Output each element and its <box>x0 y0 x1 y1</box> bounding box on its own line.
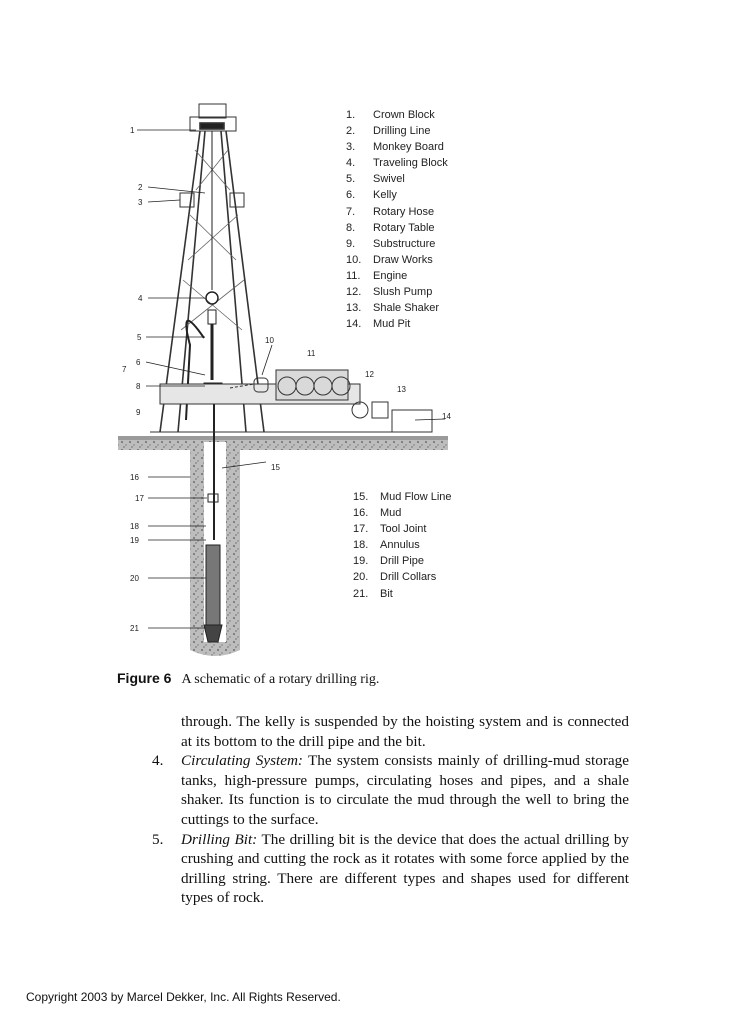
legend-label: Mud <box>380 507 402 520</box>
legend-number: 10. <box>346 253 362 266</box>
legend-label: Mud Pit <box>373 318 411 331</box>
callout-21: 21 <box>130 624 139 633</box>
legend-item <box>353 505 452 521</box>
legend-label: Rotary Table <box>373 221 435 234</box>
callout-1: 1 <box>130 126 135 135</box>
callout-19: 19 <box>130 536 139 545</box>
legend-number: 3. <box>346 141 356 154</box>
legend-number: 6. <box>346 189 356 202</box>
legend-number: 19. <box>353 555 369 568</box>
legend-number: 17. <box>353 523 369 536</box>
legend-number: 13. <box>346 302 362 315</box>
legend-item <box>346 171 448 187</box>
legend-item <box>346 252 448 268</box>
legend-number: 15. <box>353 491 369 503</box>
legend-label: Rotary Hose <box>373 205 435 218</box>
legend-number: 18. <box>353 539 369 552</box>
callout-4: 4 <box>138 294 143 303</box>
callout-14: 14 <box>442 412 451 421</box>
legend-item <box>353 586 452 602</box>
legend-number: 9. <box>346 237 356 250</box>
legend-number: 16. <box>353 507 369 520</box>
legend-number: 11. <box>346 269 361 282</box>
intro-paragraph: through. The kelly is suspended by the hoisting system and is connected at its bottom to the drill pipe and the bit. <box>181 713 629 750</box>
legend-label: Drill Collars <box>380 571 437 584</box>
legend-label: Crown Block <box>373 109 435 121</box>
legend-bottom <box>353 489 452 602</box>
callout-20: 20 <box>130 574 139 583</box>
legend-number: 12. <box>346 286 362 299</box>
legend-item <box>346 123 448 139</box>
legend-label: Annulus <box>380 539 420 552</box>
callout-13: 13 <box>397 385 406 394</box>
legend-label: Engine <box>373 269 408 282</box>
legend-top <box>346 107 448 332</box>
legend-item <box>346 316 448 332</box>
legend-item <box>346 300 448 316</box>
legend-item <box>346 139 448 155</box>
legend-label: Mud Flow Line <box>380 491 452 503</box>
legend-item <box>346 236 448 252</box>
callout-18: 18 <box>130 522 139 531</box>
callout-16: 16 <box>130 473 139 482</box>
legend-item <box>353 489 452 505</box>
legend-label: Shale Shaker <box>373 302 440 315</box>
legend-label: Slush Pump <box>373 286 433 299</box>
figure-label: Figure 6 <box>117 670 172 686</box>
callout-9: 9 <box>136 408 141 417</box>
item-title: Circulating System: <box>181 752 303 770</box>
legend-label: Bit <box>380 587 393 600</box>
callout-10: 10 <box>265 336 274 345</box>
legend-label: Drill Pipe <box>380 555 425 568</box>
item-text: The system consists mainly of drilling-mud storage tanks, high-pressure pumps, circulating hoses and pipes, and a shale shaker. Its function is to circulate the mud through the well to bring the cuttings to the surface. <box>181 752 630 828</box>
legend-item <box>346 284 448 300</box>
legend-number: 1. <box>346 109 356 121</box>
legend-item <box>346 107 448 123</box>
callout-8: 8 <box>136 382 141 391</box>
legend-item <box>346 155 448 171</box>
legend-label: Swivel <box>373 173 405 186</box>
copyright-notice: Copyright 2003 by Marcel Dekker, Inc. All Rights Reserved. <box>26 990 341 1004</box>
surface-equipment <box>150 370 432 432</box>
callout-2: 2 <box>138 183 143 192</box>
legend-item <box>353 569 452 585</box>
legend-label: Traveling Block <box>373 157 448 170</box>
callout-12: 12 <box>365 370 374 379</box>
legend-label: Substructure <box>373 237 436 250</box>
legend-label: Draw Works <box>373 253 433 266</box>
legend-label: Tool Joint <box>380 523 427 536</box>
list-number: 4. <box>152 752 164 770</box>
legend-number: 20. <box>353 571 369 584</box>
list-item <box>152 830 630 908</box>
legend-number: 7. <box>346 205 356 218</box>
legend-number: 4. <box>346 157 356 170</box>
legend-number: 2. <box>346 125 356 138</box>
legend-number: 21. <box>353 587 369 600</box>
legend-number: 5. <box>346 173 356 186</box>
legend-item <box>353 521 452 537</box>
legend-label: Drilling Line <box>373 125 431 138</box>
legend-item <box>346 268 448 284</box>
list-number: 5. <box>152 830 164 848</box>
callout-3: 3 <box>138 198 143 207</box>
callout-17: 17 <box>135 494 144 503</box>
callout-15: 15 <box>271 463 280 472</box>
callout-6: 6 <box>136 358 141 367</box>
caption-text: A schematic of a rotary drilling rig. <box>181 672 380 687</box>
legend-item <box>353 537 452 553</box>
legend-number: 14. <box>346 318 362 331</box>
legend-label: Monkey Board <box>373 141 444 154</box>
legend-item <box>346 204 448 220</box>
callout-7: 7 <box>122 365 127 374</box>
item-text: The drilling bit is the device that does the actual drilling by crushing and cutting the rock as it rotates with some force applied by the drilling string. There are different types and shapes used for different types of rock. <box>181 830 630 907</box>
legend-item <box>346 220 448 236</box>
body-text <box>152 712 630 908</box>
legend-item <box>353 553 452 569</box>
legend-label: Kelly <box>373 189 397 202</box>
list-item <box>152 751 630 829</box>
figure-caption <box>117 670 379 688</box>
legend-number: 8. <box>346 221 356 234</box>
legend-item <box>346 187 448 203</box>
item-title: Drilling Bit: <box>181 830 258 848</box>
callout-11: 11 <box>307 349 316 358</box>
callout-5: 5 <box>137 333 142 342</box>
